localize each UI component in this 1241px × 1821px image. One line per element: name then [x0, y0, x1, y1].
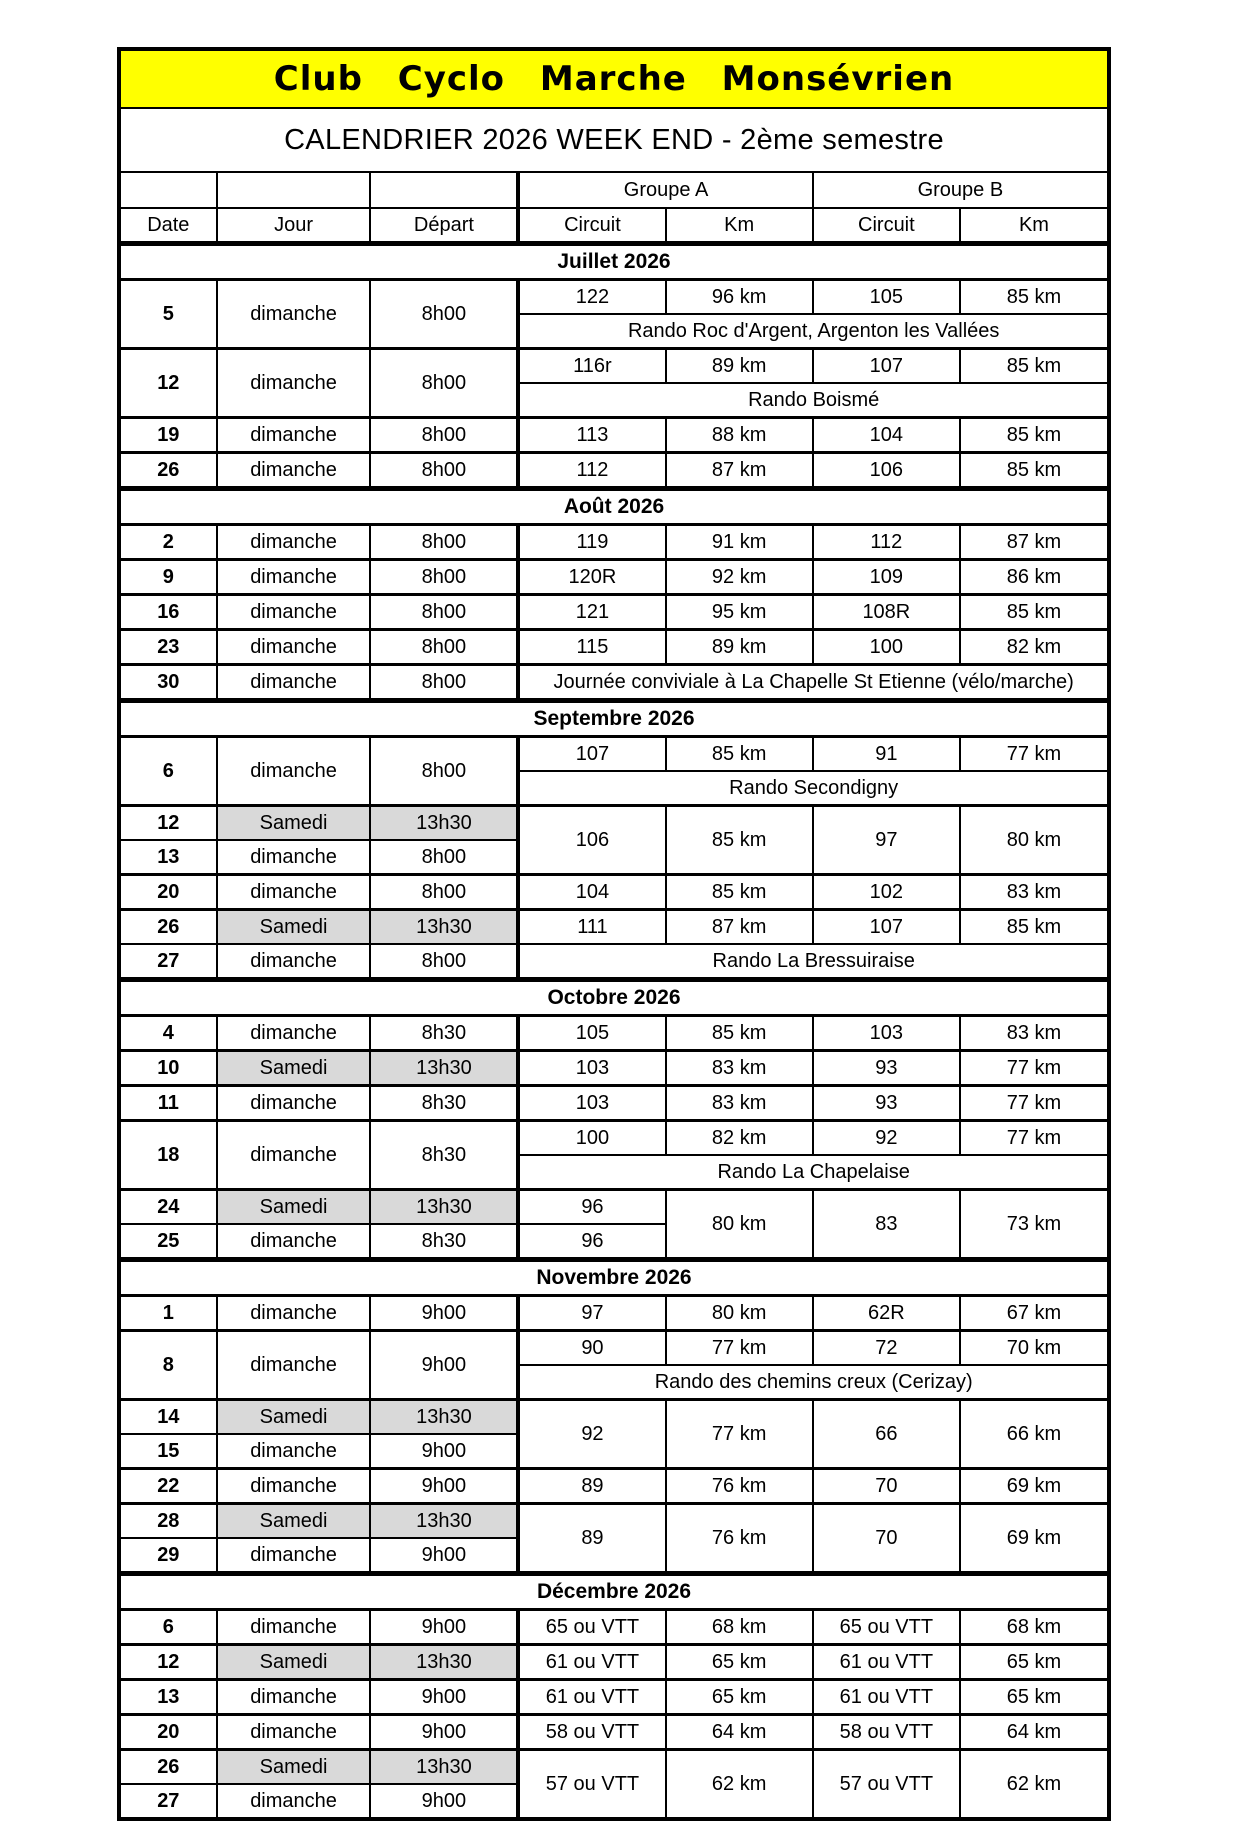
cell-km-b: 73 km: [960, 1190, 1107, 1260]
cell-circuit-a: 107: [518, 737, 665, 772]
cell-km-a: 95 km: [666, 595, 813, 630]
cell-jour: dimanche: [217, 1715, 371, 1750]
cell-km-a: 65 km: [666, 1645, 813, 1680]
cell-circuit-b: 83: [813, 1190, 960, 1260]
cell-circuit-b: 108R: [813, 595, 960, 630]
cell-circuit-b: 112: [813, 525, 960, 560]
cell-circuit-b: 102: [813, 875, 960, 910]
cell-km-a: 85 km: [666, 806, 813, 875]
cell-km-b: 83 km: [960, 875, 1107, 910]
rando-note: Rando La Bressuiraise: [518, 944, 1107, 980]
cell-jour: Samedi: [217, 1190, 371, 1225]
cell-depart: 8h00: [370, 280, 518, 349]
table-row: [121, 1610, 1107, 1645]
club-title: Club Cyclo Marche Monsévrien: [121, 51, 1107, 109]
cell-km-a: 92 km: [666, 560, 813, 595]
cell-circuit-b: 72: [813, 1331, 960, 1366]
cell-circuit-a: 119: [518, 525, 665, 560]
cell-date: 24: [121, 1190, 217, 1225]
cell-depart: 9h00: [370, 1538, 518, 1574]
rando-note: Rando Roc d'Argent, Argenton les Vallées: [518, 314, 1107, 349]
col-header-km-a: Km: [666, 208, 813, 244]
cell-circuit-b: 62R: [813, 1296, 960, 1331]
cell-depart: 8h00: [370, 418, 518, 453]
calendar-table: [121, 173, 1107, 1817]
table-row: [121, 525, 1107, 560]
month-header: Octobre 2026: [121, 980, 1107, 1016]
cell-date: 10: [121, 1051, 217, 1086]
cell-depart: 9h00: [370, 1784, 518, 1817]
month-header: Août 2026: [121, 489, 1107, 525]
table-row: [121, 1680, 1107, 1715]
cell-depart: 9h00: [370, 1434, 518, 1469]
cell-jour: Samedi: [217, 1504, 371, 1539]
cell-jour: dimanche: [217, 944, 371, 980]
cell-depart: 13h30: [370, 1750, 518, 1785]
cell-date: 25: [121, 1224, 217, 1260]
cell-km-a: 82 km: [666, 1121, 813, 1156]
table-row: [121, 1645, 1107, 1680]
cell-date: 16: [121, 595, 217, 630]
cell-depart: 8h00: [370, 737, 518, 806]
month-row: [121, 489, 1107, 525]
cell-jour: dimanche: [217, 1538, 371, 1574]
cell-date: 12: [121, 349, 217, 418]
cell-circuit-a: 90: [518, 1331, 665, 1366]
cell-depart: 13h30: [370, 1190, 518, 1225]
col-header-km-b: Km: [960, 208, 1107, 244]
cell-km-b: 86 km: [960, 560, 1107, 595]
header-spacer: [217, 173, 371, 208]
cell-depart: 8h00: [370, 665, 518, 701]
header-spacer: [121, 173, 217, 208]
cell-depart: 9h00: [370, 1296, 518, 1331]
cell-circuit-a: 116r: [518, 349, 665, 384]
cell-circuit-b: 61 ou VTT: [813, 1645, 960, 1680]
cell-circuit-a: 115: [518, 630, 665, 665]
cell-date: 18: [121, 1121, 217, 1190]
cell-km-a: 65 km: [666, 1680, 813, 1715]
rando-note: Rando des chemins creux (Cerizay): [518, 1365, 1107, 1400]
cell-circuit-b: 66: [813, 1400, 960, 1469]
cell-circuit-b: 107: [813, 349, 960, 384]
table-row: [121, 1016, 1107, 1051]
cell-circuit-b: 100: [813, 630, 960, 665]
cell-km-a: 62 km: [666, 1750, 813, 1818]
cell-jour: Samedi: [217, 1645, 371, 1680]
cell-jour: dimanche: [217, 1224, 371, 1260]
cell-jour: dimanche: [217, 1086, 371, 1121]
cell-circuit-b: 109: [813, 560, 960, 595]
cell-circuit-b: 91: [813, 737, 960, 772]
cell-km-a: 76 km: [666, 1469, 813, 1504]
cell-jour: dimanche: [217, 1469, 371, 1504]
cell-jour: dimanche: [217, 1434, 371, 1469]
month-header: Septembre 2026: [121, 701, 1107, 737]
cell-km-b: 85 km: [960, 453, 1107, 489]
cell-jour: dimanche: [217, 840, 371, 875]
cell-km-b: 69 km: [960, 1504, 1107, 1574]
cell-circuit-a: 96: [518, 1190, 665, 1225]
cell-depart: 13h30: [370, 1051, 518, 1086]
cell-circuit-b: 61 ou VTT: [813, 1680, 960, 1715]
cell-circuit-b: 106: [813, 453, 960, 489]
cell-circuit-a: 113: [518, 418, 665, 453]
cell-depart: 8h30: [370, 1016, 518, 1051]
cell-jour: Samedi: [217, 1750, 371, 1785]
cell-date: 20: [121, 875, 217, 910]
cell-jour: Samedi: [217, 1400, 371, 1435]
cell-km-a: 85 km: [666, 737, 813, 772]
cell-circuit-b: 92: [813, 1121, 960, 1156]
cell-circuit-b: 65 ou VTT: [813, 1610, 960, 1645]
cell-depart: 8h00: [370, 840, 518, 875]
calendar-sheet: [117, 47, 1111, 1821]
cell-circuit-b: 97: [813, 806, 960, 875]
cell-km-b: 85 km: [960, 910, 1107, 945]
cell-jour: dimanche: [217, 560, 371, 595]
table-row: [121, 1504, 1107, 1539]
cell-date: 29: [121, 1538, 217, 1574]
cell-km-b: 77 km: [960, 1086, 1107, 1121]
cell-jour: Samedi: [217, 1051, 371, 1086]
cell-depart: 8h00: [370, 875, 518, 910]
cell-circuit-b: 93: [813, 1051, 960, 1086]
cell-km-b: 66 km: [960, 1400, 1107, 1469]
table-row: [121, 1121, 1107, 1156]
rando-note: Rando Secondigny: [518, 771, 1107, 806]
event-note: Journée conviviale à La Chapelle St Etienne (vélo/marche): [518, 665, 1107, 701]
cell-jour: dimanche: [217, 525, 371, 560]
cell-jour: dimanche: [217, 665, 371, 701]
cell-depart: 13h30: [370, 1645, 518, 1680]
cell-date: 2: [121, 525, 217, 560]
cell-date: 13: [121, 1680, 217, 1715]
table-row: [121, 453, 1107, 489]
cell-circuit-a: 105: [518, 1016, 665, 1051]
cell-date: 4: [121, 1016, 217, 1051]
table-row: [121, 1400, 1107, 1435]
cell-depart: 8h30: [370, 1121, 518, 1190]
cell-km-a: 64 km: [666, 1715, 813, 1750]
month-row: [121, 701, 1107, 737]
cell-km-a: 85 km: [666, 875, 813, 910]
cell-km-b: 83 km: [960, 1016, 1107, 1051]
cell-circuit-b: 57 ou VTT: [813, 1750, 960, 1818]
cell-circuit-a: 89: [518, 1469, 665, 1504]
cell-date: 15: [121, 1434, 217, 1469]
rando-note: Rando La Chapelaise: [518, 1155, 1107, 1190]
table-row: [121, 1469, 1107, 1504]
cell-depart: 8h00: [370, 595, 518, 630]
cell-date: 6: [121, 1610, 217, 1645]
cell-circuit-a: 121: [518, 595, 665, 630]
cell-circuit-a: 122: [518, 280, 665, 315]
cell-km-b: 85 km: [960, 595, 1107, 630]
cell-jour: dimanche: [217, 875, 371, 910]
cell-circuit-a: 58 ou VTT: [518, 1715, 665, 1750]
cell-jour: dimanche: [217, 1784, 371, 1817]
cell-km-a: 89 km: [666, 630, 813, 665]
cell-date: 30: [121, 665, 217, 701]
cell-date: 9: [121, 560, 217, 595]
cell-km-a: 83 km: [666, 1051, 813, 1086]
cell-depart: 13h30: [370, 1400, 518, 1435]
cell-depart: 8h00: [370, 525, 518, 560]
cell-date: 19: [121, 418, 217, 453]
cell-circuit-a: 106: [518, 806, 665, 875]
group-a-header: Groupe A: [518, 173, 812, 208]
cell-km-a: 80 km: [666, 1296, 813, 1331]
cell-circuit-a: 89: [518, 1504, 665, 1574]
cell-depart: 9h00: [370, 1680, 518, 1715]
cell-km-b: 64 km: [960, 1715, 1107, 1750]
col-header-date: Date: [121, 208, 217, 244]
group-b-header: Groupe B: [813, 173, 1107, 208]
cell-km-a: 77 km: [666, 1331, 813, 1366]
table-row: [121, 1190, 1107, 1225]
cell-circuit-a: 92: [518, 1400, 665, 1469]
cell-circuit-b: 58 ou VTT: [813, 1715, 960, 1750]
cell-km-a: 76 km: [666, 1504, 813, 1574]
table-row: [121, 560, 1107, 595]
cell-km-b: 85 km: [960, 349, 1107, 384]
cell-circuit-b: 107: [813, 910, 960, 945]
cell-circuit-a: 112: [518, 453, 665, 489]
month-header: Décembre 2026: [121, 1574, 1107, 1610]
cell-date: 13: [121, 840, 217, 875]
cell-jour: dimanche: [217, 1331, 371, 1400]
calendar-subtitle: CALENDRIER 2026 WEEK END - 2ème semestre: [121, 109, 1107, 173]
cell-jour: dimanche: [217, 1296, 371, 1331]
cell-depart: 8h00: [370, 944, 518, 980]
col-header-depart: Départ: [370, 208, 518, 244]
cell-circuit-a: 61 ou VTT: [518, 1645, 665, 1680]
header-spacer: [370, 173, 518, 208]
cell-circuit-a: 120R: [518, 560, 665, 595]
cell-km-b: 87 km: [960, 525, 1107, 560]
cell-date: 11: [121, 1086, 217, 1121]
table-row: [121, 418, 1107, 453]
cell-circuit-a: 100: [518, 1121, 665, 1156]
cell-depart: 8h00: [370, 453, 518, 489]
cell-jour: dimanche: [217, 1121, 371, 1190]
cell-date: 28: [121, 1504, 217, 1539]
cell-circuit-b: 104: [813, 418, 960, 453]
cell-circuit-b: 103: [813, 1016, 960, 1051]
table-row: [121, 910, 1107, 945]
cell-date: 5: [121, 280, 217, 349]
cell-date: 6: [121, 737, 217, 806]
col-header-circuit-b: Circuit: [813, 208, 960, 244]
cell-depart: 8h00: [370, 630, 518, 665]
cell-depart: 9h00: [370, 1331, 518, 1400]
cell-km-a: 87 km: [666, 910, 813, 945]
cell-depart: 13h30: [370, 806, 518, 841]
cell-date: 27: [121, 944, 217, 980]
cell-date: 20: [121, 1715, 217, 1750]
cell-km-a: 80 km: [666, 1190, 813, 1260]
month-row: [121, 980, 1107, 1016]
cell-circuit-a: 97: [518, 1296, 665, 1331]
col-header-circuit-a: Circuit: [518, 208, 665, 244]
cell-km-b: 68 km: [960, 1610, 1107, 1645]
calendar-body: [121, 244, 1107, 1818]
month-row: [121, 1260, 1107, 1296]
cell-km-a: 88 km: [666, 418, 813, 453]
cell-circuit-a: 96: [518, 1224, 665, 1260]
table-row: [121, 737, 1107, 772]
cell-km-b: 70 km: [960, 1331, 1107, 1366]
cell-jour: Samedi: [217, 910, 371, 945]
cell-circuit-a: 57 ou VTT: [518, 1750, 665, 1818]
cell-depart: 9h00: [370, 1469, 518, 1504]
cell-km-b: 62 km: [960, 1750, 1107, 1818]
cell-km-a: 96 km: [666, 280, 813, 315]
cell-km-a: 68 km: [666, 1610, 813, 1645]
table-row: [121, 665, 1107, 701]
table-row: [121, 1086, 1107, 1121]
cell-jour: dimanche: [217, 737, 371, 806]
cell-depart: 8h00: [370, 560, 518, 595]
cell-date: 26: [121, 453, 217, 489]
cell-date: 27: [121, 1784, 217, 1817]
cell-circuit-b: 93: [813, 1086, 960, 1121]
rando-note: Rando Boismé: [518, 383, 1107, 418]
table-row: [121, 875, 1107, 910]
cell-jour: dimanche: [217, 349, 371, 418]
cell-date: 26: [121, 910, 217, 945]
table-row: [121, 1715, 1107, 1750]
cell-km-b: 80 km: [960, 806, 1107, 875]
cell-km-a: 91 km: [666, 525, 813, 560]
table-row: [121, 1296, 1107, 1331]
cell-jour: dimanche: [217, 1610, 371, 1645]
cell-circuit-a: 103: [518, 1086, 665, 1121]
column-header-row: [121, 208, 1107, 244]
cell-jour: dimanche: [217, 280, 371, 349]
cell-circuit-a: 104: [518, 875, 665, 910]
cell-jour: Samedi: [217, 806, 371, 841]
cell-circuit-a: 65 ou VTT: [518, 1610, 665, 1645]
cell-km-a: 85 km: [666, 1016, 813, 1051]
cell-km-a: 77 km: [666, 1400, 813, 1469]
cell-circuit-b: 70: [813, 1504, 960, 1574]
cell-km-a: 83 km: [666, 1086, 813, 1121]
group-header-row: [121, 173, 1107, 208]
month-header: Novembre 2026: [121, 1260, 1107, 1296]
cell-km-b: 65 km: [960, 1680, 1107, 1715]
table-row: [121, 349, 1107, 384]
cell-jour: dimanche: [217, 1016, 371, 1051]
table-row: [121, 595, 1107, 630]
cell-depart: 8h30: [370, 1224, 518, 1260]
cell-km-b: 82 km: [960, 630, 1107, 665]
cell-km-b: 85 km: [960, 280, 1107, 315]
table-row: [121, 806, 1107, 841]
cell-depart: 13h30: [370, 910, 518, 945]
cell-km-a: 87 km: [666, 453, 813, 489]
table-row: [121, 280, 1107, 315]
cell-km-b: 77 km: [960, 737, 1107, 772]
cell-jour: dimanche: [217, 595, 371, 630]
cell-depart: 8h00: [370, 349, 518, 418]
cell-date: 26: [121, 1750, 217, 1785]
cell-date: 14: [121, 1400, 217, 1435]
cell-jour: dimanche: [217, 453, 371, 489]
cell-jour: dimanche: [217, 1680, 371, 1715]
cell-circuit-b: 70: [813, 1469, 960, 1504]
cell-date: 1: [121, 1296, 217, 1331]
cell-km-b: 65 km: [960, 1645, 1107, 1680]
cell-circuit-b: 105: [813, 280, 960, 315]
col-header-jour: Jour: [217, 208, 371, 244]
cell-circuit-a: 61 ou VTT: [518, 1680, 665, 1715]
table-row: [121, 1051, 1107, 1086]
table-row: [121, 1331, 1107, 1366]
cell-km-b: 77 km: [960, 1121, 1107, 1156]
cell-km-b: 67 km: [960, 1296, 1107, 1331]
cell-depart: 9h00: [370, 1715, 518, 1750]
cell-date: 12: [121, 806, 217, 841]
month-row: [121, 244, 1107, 280]
month-header: Juillet 2026: [121, 244, 1107, 280]
cell-depart: 13h30: [370, 1504, 518, 1539]
cell-depart: 8h30: [370, 1086, 518, 1121]
cell-date: 22: [121, 1469, 217, 1504]
table-row: [121, 630, 1107, 665]
cell-circuit-a: 111: [518, 910, 665, 945]
cell-date: 12: [121, 1645, 217, 1680]
cell-km-b: 69 km: [960, 1469, 1107, 1504]
cell-jour: dimanche: [217, 630, 371, 665]
cell-jour: dimanche: [217, 418, 371, 453]
cell-km-b: 85 km: [960, 418, 1107, 453]
cell-date: 8: [121, 1331, 217, 1400]
cell-date: 23: [121, 630, 217, 665]
month-row: [121, 1574, 1107, 1610]
cell-depart: 9h00: [370, 1610, 518, 1645]
cell-circuit-a: 103: [518, 1051, 665, 1086]
cell-km-b: 77 km: [960, 1051, 1107, 1086]
cell-km-a: 89 km: [666, 349, 813, 384]
